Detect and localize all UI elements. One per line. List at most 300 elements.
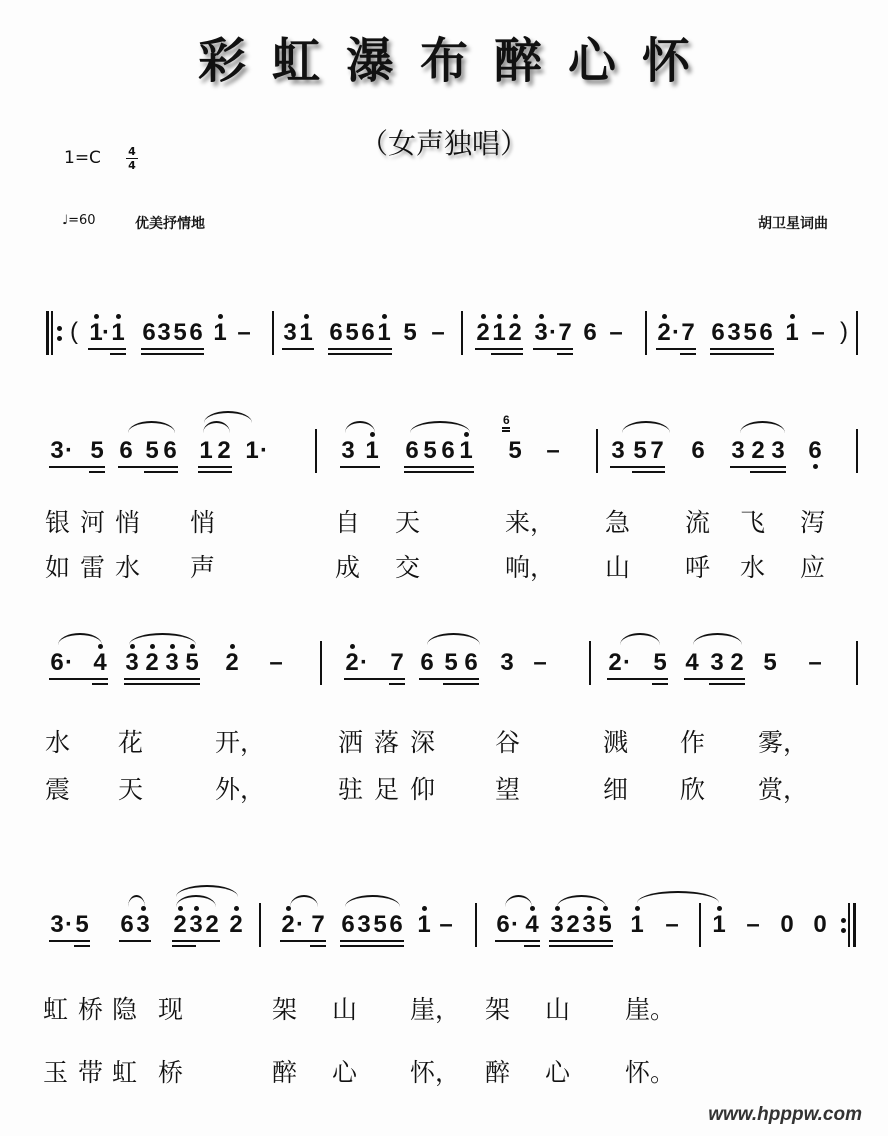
note: 5 (145, 437, 159, 464)
note: 3 (50, 911, 64, 938)
beam-underline (607, 678, 668, 680)
note: 6 (464, 649, 478, 676)
beam-underline (524, 945, 540, 947)
note: 5 (633, 437, 647, 464)
beam-underline (404, 471, 474, 473)
octave-high-dot (539, 314, 544, 319)
lyric-syllable: 山 (605, 553, 631, 582)
note: 3 (771, 437, 785, 464)
dash: – (808, 649, 822, 676)
lyric-syllable: 虹 (43, 995, 69, 1024)
note: 7 (681, 319, 695, 346)
augmentation-dot: · (65, 649, 73, 676)
note: 5 (763, 649, 777, 676)
beam-underline (172, 940, 220, 942)
beam-underline (110, 353, 126, 355)
lyric-syllable: 怀， (410, 1058, 461, 1087)
slur-arc (410, 421, 470, 433)
note: 0 (780, 911, 794, 938)
beam-underline (282, 348, 314, 350)
lyric-syllable: 如 (45, 553, 71, 582)
lyric-syllable: 天 (395, 508, 421, 537)
beam-underline (124, 678, 200, 680)
note: 7 (650, 437, 664, 464)
beam-underline (328, 353, 392, 355)
augmentation-dot: · (296, 911, 304, 938)
note: 0 (813, 911, 827, 938)
lyric-syllable: 花 (118, 728, 144, 757)
note: 5 (373, 911, 387, 938)
octave-high-dot (94, 314, 99, 319)
note: 5 (90, 437, 104, 464)
slur-arc (345, 421, 375, 433)
lyric-syllable: 河 (80, 508, 106, 537)
beam-underline (549, 940, 613, 942)
lyric-syllable: 溅 (603, 728, 629, 757)
augmentation-dot: · (672, 319, 680, 346)
bar-line (856, 641, 858, 685)
beam-underline (443, 683, 479, 685)
slur-arc (637, 891, 719, 903)
note: 1 (459, 437, 473, 464)
repeat-start-bar (51, 311, 53, 355)
note: 3 (165, 649, 179, 676)
lyric-syllable: 泻 (800, 508, 826, 537)
lyric-syllable: 怀。 (625, 1058, 676, 1087)
note: 2 (173, 911, 187, 938)
note: 6 (711, 319, 725, 346)
beam-underline (49, 940, 90, 942)
note: 1 (89, 319, 103, 346)
beam-underline (491, 353, 523, 355)
lyric-syllable: 架 (485, 995, 511, 1024)
note: 7 (390, 649, 404, 676)
augmentation-dot: · (65, 437, 73, 464)
lyric-syllable: 悄 (190, 508, 216, 537)
note: 5 (185, 649, 199, 676)
note: 2 (281, 911, 295, 938)
beam-underline (652, 683, 668, 685)
note: 5 (345, 319, 359, 346)
note: 1 (630, 911, 644, 938)
lyric-syllable: 欣 (680, 775, 706, 804)
repeat-dot (57, 326, 62, 331)
lyric-syllable: 山 (332, 995, 358, 1024)
beam-underline (495, 940, 540, 942)
beam-underline (172, 945, 196, 947)
beam-underline (328, 348, 392, 350)
grace-note-6: 6 (503, 413, 510, 427)
lyric-syllable: 自 (335, 508, 361, 537)
note: 6 (120, 911, 134, 938)
expression-marking: 优美抒情地 (135, 216, 205, 232)
slur-arc (740, 421, 785, 433)
note: 3 (500, 649, 514, 676)
lyric-syllable: 醉 (272, 1058, 298, 1087)
beam-underline (124, 683, 200, 685)
note: 1 (712, 911, 726, 938)
close-paren: ) (840, 318, 848, 345)
lyric-syllable: 细 (603, 775, 629, 804)
note: 1 (299, 319, 313, 346)
note: 1 (199, 437, 213, 464)
octave-high-dot (234, 906, 239, 911)
note: 1 (417, 911, 431, 938)
slur-arc (128, 421, 175, 433)
lyric-syllable: 心 (545, 1058, 571, 1087)
note: 2 (205, 911, 219, 938)
lyric-syllable: 桥 (78, 995, 104, 1024)
octave-high-dot (422, 906, 427, 911)
lyric-syllable: 外， (215, 775, 266, 804)
slur-arc (557, 895, 606, 907)
slur-arc (204, 411, 252, 423)
note: 5 (508, 437, 522, 464)
note: 2 (217, 437, 231, 464)
repeat-end-bar (848, 903, 850, 947)
beam-underline (89, 471, 105, 473)
slur-arc (176, 885, 238, 897)
beam-underline (49, 466, 105, 468)
lyric-syllable: 落 (374, 728, 400, 757)
bar-line (699, 903, 701, 947)
lyric-syllable: 震 (45, 775, 71, 804)
octave-high-dot (304, 314, 309, 319)
note: 4 (525, 911, 539, 938)
lyric-syllable: 醉 (485, 1058, 511, 1087)
note: 6 (691, 437, 705, 464)
dash: – (237, 319, 251, 346)
lyric-syllable: 来， (505, 508, 556, 537)
note: 5 (403, 319, 417, 346)
slur-arc (129, 633, 196, 645)
note: 2 (145, 649, 159, 676)
lyric-syllable: 赏， (758, 775, 809, 804)
repeat-dot (841, 928, 846, 933)
slur-arc (290, 895, 318, 907)
song-subtitle: （女声独唱） (359, 127, 528, 160)
beam-underline (119, 940, 151, 942)
beam-underline (475, 348, 523, 350)
dash: – (431, 319, 445, 346)
key-signature: 1=C (64, 148, 101, 168)
octave-high-dot (662, 314, 667, 319)
augmentation-dot: · (102, 319, 110, 346)
beam-underline (198, 471, 232, 473)
beam-underline (344, 678, 405, 680)
tempo-marking: ♩=60 (62, 213, 96, 228)
lyric-syllable: 悄 (115, 508, 141, 537)
beam-underline (680, 353, 696, 355)
repeat-end-bar (853, 903, 856, 947)
note: 6 (341, 911, 355, 938)
augmentation-dot: · (260, 437, 268, 464)
beam-underline (557, 353, 573, 355)
open-paren: ( (70, 318, 78, 345)
note: 2 (508, 319, 522, 346)
note: 1 (245, 437, 259, 464)
octave-high-dot (350, 644, 355, 649)
lyric-syllable: 望 (495, 775, 521, 804)
note: 2 (229, 911, 243, 938)
beam-underline (710, 348, 774, 350)
dash: – (269, 649, 283, 676)
beam-underline (340, 466, 380, 468)
note: 2 (608, 649, 622, 676)
lyric-syllable: 虹 (112, 1058, 138, 1087)
lyric-syllable: 成 (335, 553, 361, 582)
octave-high-dot (218, 314, 223, 319)
slur-arc (505, 895, 532, 907)
beam-underline (750, 471, 786, 473)
grace-underline (502, 430, 510, 432)
augmentation-dot: · (511, 911, 519, 938)
lyric-syllable: 足 (374, 775, 400, 804)
beam-underline (632, 471, 665, 473)
lyric-syllable: 带 (78, 1058, 104, 1087)
note: 5 (423, 437, 437, 464)
beam-underline (92, 683, 108, 685)
lyric-syllable: 开， (215, 728, 266, 757)
note: 6 (389, 911, 403, 938)
octave-low-dot (813, 464, 818, 469)
bar-line (259, 903, 261, 947)
note: 3 (727, 319, 741, 346)
lyric-syllable: 心 (332, 1058, 358, 1087)
slur-arc (128, 895, 145, 907)
bar-line (856, 311, 858, 355)
note: 5 (743, 319, 757, 346)
beam-underline (340, 945, 404, 947)
beam-underline (709, 683, 745, 685)
note: 6 (583, 319, 597, 346)
beam-underline (141, 348, 204, 350)
lyric-syllable: 隐 (112, 995, 138, 1024)
lyric-syllable: 雷 (80, 553, 106, 582)
lyric-syllable: 交 (395, 553, 421, 582)
augmentation-dot: · (549, 319, 557, 346)
beam-underline (730, 466, 786, 468)
lyric-syllable: 雾， (758, 728, 809, 757)
time-signature: 4 4 (126, 146, 138, 171)
note: 6 (405, 437, 419, 464)
note: 6 (189, 319, 203, 346)
lyric-syllable: 洒 (338, 728, 364, 757)
note: 5 (444, 649, 458, 676)
dash: – (546, 437, 560, 464)
lyric-syllable: 驻 (338, 775, 364, 804)
dash: – (609, 319, 623, 346)
note: 1 (365, 437, 379, 464)
note: 6 (759, 319, 773, 346)
octave-high-dot (790, 314, 795, 319)
beam-underline (549, 945, 613, 947)
note: 2 (345, 649, 359, 676)
note: 1 (213, 319, 227, 346)
note: 1 (111, 319, 125, 346)
note: 2 (657, 319, 671, 346)
slur-arc (345, 895, 400, 907)
note: 4 (685, 649, 699, 676)
augmentation-dot: · (623, 649, 631, 676)
note: 4 (93, 649, 107, 676)
note: 6 (496, 911, 510, 938)
lyric-syllable: 水 (45, 728, 71, 757)
note: 6 (50, 649, 64, 676)
note: 6 (361, 319, 375, 346)
note: 7 (558, 319, 572, 346)
beam-underline (280, 940, 326, 942)
note: 5 (75, 911, 89, 938)
note: 7 (311, 911, 325, 938)
beam-underline (88, 348, 126, 350)
repeat-dot (57, 336, 62, 341)
lyric-syllable: 银 (45, 508, 71, 537)
lyric-syllable: 天 (118, 775, 144, 804)
beam-underline (419, 678, 479, 680)
bar-line (320, 641, 322, 685)
note: 3 (534, 319, 548, 346)
beam-underline (198, 466, 232, 468)
note: 1 (785, 319, 799, 346)
repeat-dot (841, 918, 846, 923)
octave-high-dot (481, 314, 486, 319)
note: 6 (441, 437, 455, 464)
note: 5 (653, 649, 667, 676)
octave-high-dot (230, 644, 235, 649)
beam-underline (404, 466, 474, 468)
dash: – (811, 319, 825, 346)
augmentation-dot: · (360, 649, 368, 676)
note: 2 (566, 911, 580, 938)
octave-high-dot (717, 906, 722, 911)
note: 1 (377, 319, 391, 346)
note: 3 (710, 649, 724, 676)
beam-underline (340, 940, 404, 942)
beam-underline (710, 353, 774, 355)
note: 3 (731, 437, 745, 464)
beam-underline (389, 683, 405, 685)
note: 3 (125, 649, 139, 676)
octave-high-dot (382, 314, 387, 319)
lyric-syllable: 水 (740, 553, 766, 582)
note: 3 (136, 911, 150, 938)
dash: – (533, 649, 547, 676)
bar-line (645, 311, 647, 355)
lyric-syllable: 架 (272, 995, 298, 1024)
composer-credit: 胡卫星词曲 (758, 216, 828, 232)
lyric-syllable: 玉 (43, 1058, 69, 1087)
octave-high-dot (635, 906, 640, 911)
note: 5 (173, 319, 187, 346)
note: 3 (50, 437, 64, 464)
slur-arc (58, 633, 102, 645)
note: 3 (611, 437, 625, 464)
beam-underline (144, 471, 178, 473)
bar-line (315, 429, 317, 473)
beam-underline (118, 466, 178, 468)
lyric-syllable: 深 (410, 728, 436, 757)
lyric-syllable: 现 (158, 995, 184, 1024)
note: 3 (189, 911, 203, 938)
note: 5 (598, 911, 612, 938)
beam-underline (533, 348, 573, 350)
lyric-syllable: 桥 (158, 1058, 184, 1087)
slur-arc (693, 633, 742, 645)
bar-line (856, 429, 858, 473)
lyric-syllable: 声 (190, 553, 216, 582)
bar-line (596, 429, 598, 473)
beam-underline (684, 678, 745, 680)
watermark: www.hpppw.com (708, 1104, 862, 1125)
octave-high-dot (497, 314, 502, 319)
lyric-syllable: 响， (505, 553, 556, 582)
lyric-syllable: 应 (800, 553, 826, 582)
octave-high-dot (513, 314, 518, 319)
note: 6 (163, 437, 177, 464)
repeat-start-bar (46, 311, 49, 355)
note: 6 (119, 437, 133, 464)
lyric-syllable: 仰 (410, 775, 436, 804)
lyric-syllable: 作 (680, 728, 706, 757)
note: 6 (142, 319, 156, 346)
note: 3 (341, 437, 355, 464)
note: 6 (420, 649, 434, 676)
beam-underline (74, 945, 90, 947)
note: 6 (808, 437, 822, 464)
dash: – (746, 911, 760, 938)
octave-high-dot (116, 314, 121, 319)
note: 2 (476, 319, 490, 346)
bar-line (589, 641, 591, 685)
lyric-syllable: 山 (545, 995, 571, 1024)
bar-line (475, 903, 477, 947)
note: 3 (157, 319, 171, 346)
note: 3 (357, 911, 371, 938)
beam-underline (610, 466, 665, 468)
dash: – (439, 911, 453, 938)
slur-arc (622, 421, 670, 433)
note: 2 (225, 649, 239, 676)
beam-underline (310, 945, 326, 947)
slur-arc (620, 633, 660, 645)
augmentation-dot: · (65, 911, 73, 938)
note: 3 (550, 911, 564, 938)
bar-line (272, 311, 274, 355)
grace-underline (502, 427, 510, 429)
note: 3 (283, 319, 297, 346)
note: 3 (582, 911, 596, 938)
lyric-syllable: 流 (685, 508, 711, 537)
lyric-syllable: 呼 (685, 553, 711, 582)
beam-underline (49, 678, 108, 680)
bar-line (461, 311, 463, 355)
beam-underline (656, 348, 696, 350)
note: 6 (329, 319, 343, 346)
beam-underline (141, 353, 204, 355)
lyric-syllable: 急 (605, 508, 631, 537)
song-title: 彩虹瀑布醉心怀 (197, 33, 716, 89)
note: 2 (730, 649, 744, 676)
lyric-syllable: 崖， (410, 995, 461, 1024)
lyric-syllable: 崖。 (625, 995, 676, 1024)
lyric-syllable: 谷 (495, 728, 521, 757)
lyric-syllable: 水 (115, 553, 141, 582)
note: 2 (751, 437, 765, 464)
slur-arc (427, 633, 480, 645)
dash: – (665, 911, 679, 938)
note: 1 (492, 319, 506, 346)
